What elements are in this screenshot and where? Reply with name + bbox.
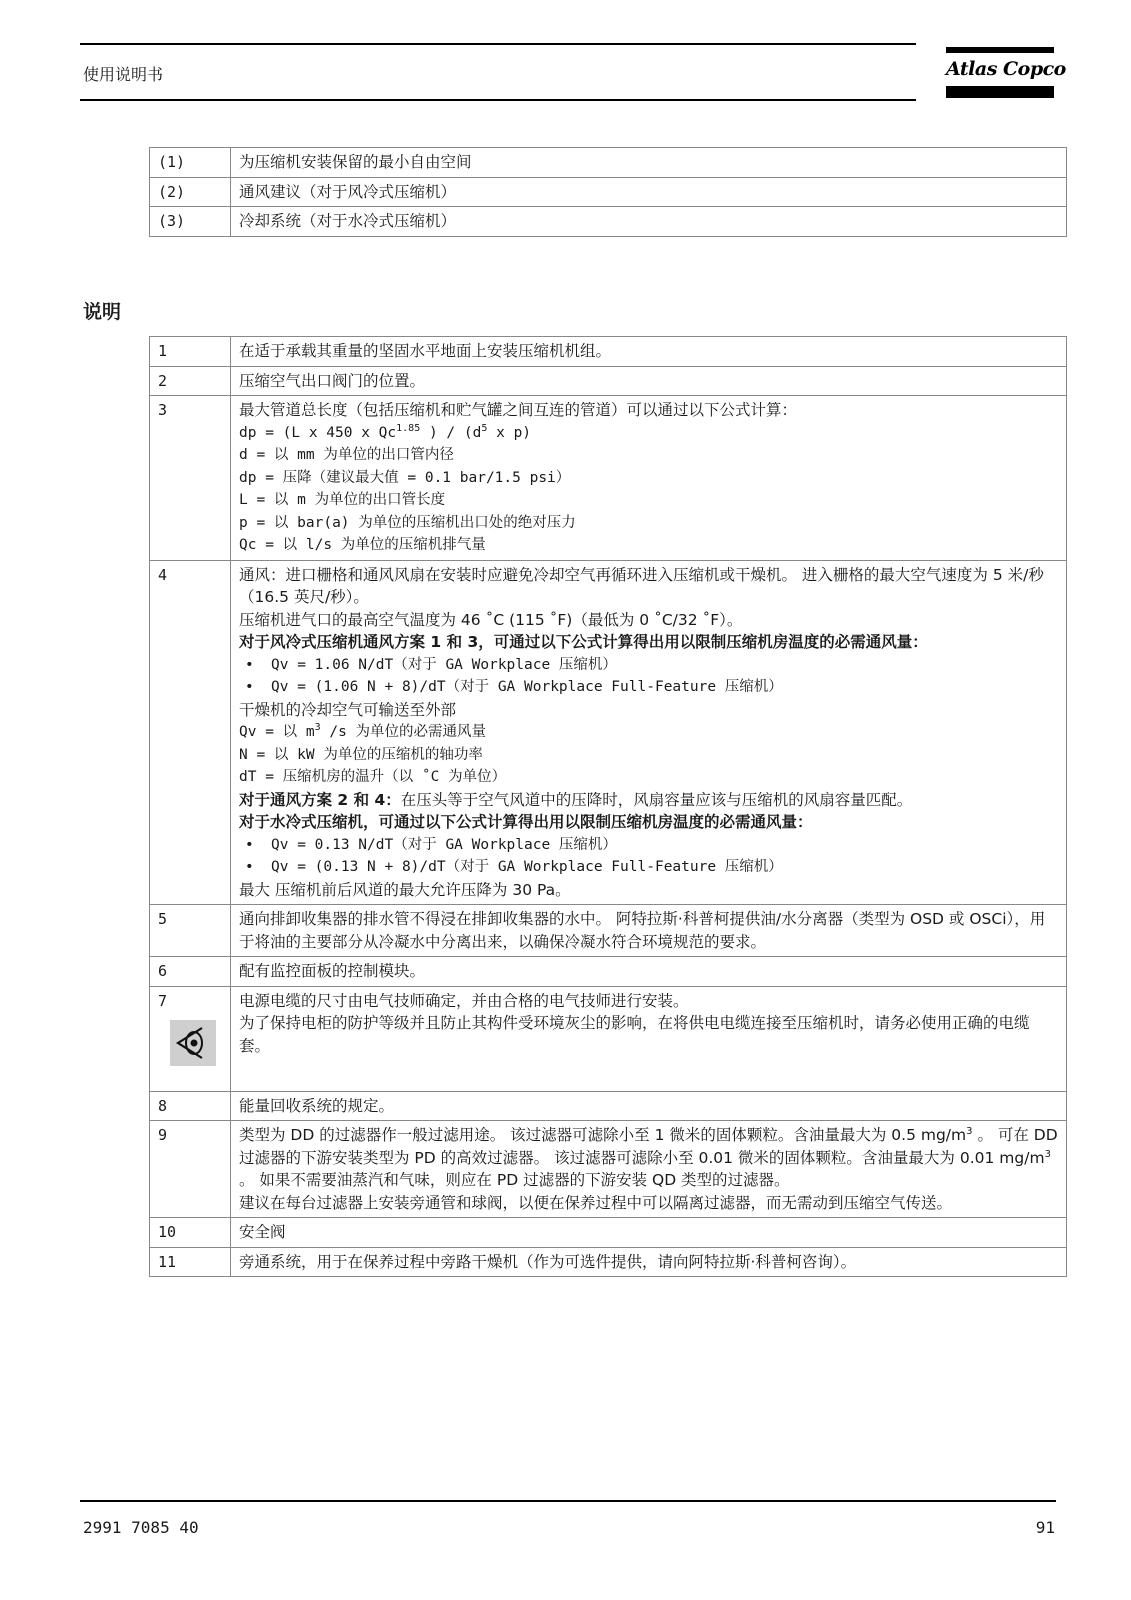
item-num-cell [150,986,231,1091]
footer-rule [80,1500,1056,1502]
formula-variable: N = 以 kW 为单位的压缩机的轴功率 [239,746,483,763]
table-row [150,177,1067,207]
dryer-cooling-note: 干燥机的冷却空气可输送至外部 [239,700,457,719]
filter-text: 类型为 DD 的过滤器作一般过滤用途。 该过滤器可滤除小至 1 微米的固体颗粒。含油量最大为 0.5 mg/m [239,1126,967,1144]
note-text: 在压头等于空气风道中的压降时，风扇容量应该与压缩机的风扇容量匹配。 [400,790,913,809]
item-num: 5 [150,905,231,957]
cable-size-note: 电源电缆的尺寸由电气技师确定，并由合格的电气技师进行安装。 [239,991,689,1010]
item-num: 9 [150,1121,231,1218]
table-row [150,1218,1067,1248]
item-num: 4 [150,560,231,905]
item-text: 旁通系统，用于在保养过程中旁路干燥机（作为可选件提供，请向阿特拉斯·科普柯咨询）。 [231,1247,1067,1277]
air-cooled-heading: 对于风冷式压缩机通风方案 1 和 3，可通过以下公式计算得出用以限制压缩机房温度的必需通风量： [239,633,928,651]
item-cell [231,986,1067,1091]
item-text: 在适于承载其重量的坚固水平地面上安装压缩机机组。 [231,337,1067,367]
description-table [149,336,1067,1277]
formula-variable: dp = 压降（建议最大值 = 0.1 bar/1.5 psi） [239,469,571,486]
legend-num: (3) [150,207,231,237]
legend-text: 通风建议（对于风冷式压缩机） [231,177,1067,207]
table-row [150,1247,1067,1277]
table-row [150,207,1067,237]
item-text: 能量回收系统的规定。 [231,1091,1067,1121]
formula-part: x p) [487,424,532,441]
formula-exponent: 1.85 [396,422,421,434]
table-row [150,1121,1067,1218]
table-row [150,396,1067,561]
table-row [150,1091,1067,1121]
bypass-recommendation: 建议在每台过滤器上安装旁通管和球阀，以便在保养过程中可以隔离过滤器，而无需动到压缩空气传送。 [239,1193,953,1212]
legend-table [149,147,1067,237]
filter-text: 。 可在 DD 过滤器的下游安装类型为 PD 的高效过滤器。 该过滤器可滤除小至 0.01 微米的固体颗粒。含油量最大为 0.01 mg/m [239,1126,1058,1167]
table-row [150,337,1067,367]
table-row [150,905,1067,957]
legend-num: (1) [150,148,231,178]
item-num: 10 [150,1218,231,1248]
cable-gland-note: 为了保持电柜的防护等级并且防止其构件受环境灰尘的影响，在将供电电缆连接至压缩机时，请务必使用正确的电缆套。 [239,1014,1030,1055]
ventilation-2-4-note [239,789,1058,812]
item-cell [231,396,1067,561]
filter-text: 。 如果不需要油蒸汽和气味，则应在 PD 过滤器的下游安装 QD 类型的过滤器。 [239,1171,790,1189]
formula-variable [239,721,1058,744]
formula-variable: d = 以 mm 为单位的出口管内径 [239,447,454,463]
formula-exponent: 3 [314,722,321,734]
table-row [150,560,1067,905]
page-number: 91 [1035,1518,1055,1537]
item-num: 8 [150,1091,231,1121]
legend-num: (2) [150,177,231,207]
header-rule-bottom [80,99,916,101]
formula-part: /s 为单位的必需通风量 [320,724,487,740]
header-rule-top [80,43,916,45]
item-text: 安全阀 [231,1218,1067,1248]
section-heading: 说明 [83,301,122,323]
formula-variable: L = 以 m 为单位的出口管长度 [239,492,446,508]
item-cell [231,560,1067,905]
table-row [150,957,1067,987]
list-item: • Qv = 1.06 N/dT（对于 GA Workplace 压缩机） [239,654,1058,677]
formula-exponent: 5 [481,422,488,434]
unit-exponent: 3 [1044,1148,1051,1160]
eye-icon [170,1020,216,1066]
logo-bar-bottom [946,86,1054,98]
formula-part: ) / (d [420,424,482,441]
item-num: 11 [150,1247,231,1277]
pipe-formula [239,422,1058,445]
item-text: 配有监控面板的控制模块。 [231,957,1067,987]
filter-description [239,1124,1058,1192]
table-row [150,366,1067,396]
logo-bar-top [946,47,1054,53]
item-num: 7 [158,991,168,1010]
document-title: 使用说明书 [83,65,164,84]
formula-variable: dT = 压缩机房的温升（以 ˚C 为单位） [239,769,507,785]
item-num: 6 [150,957,231,987]
item-num: 1 [150,337,231,367]
list-item: • Qv = (0.13 N + 8)/dT（对于 GA Workplace Full-Feature 压缩机） [239,856,1058,879]
legend-text: 冷却系统（对于水冷式压缩机） [231,207,1067,237]
unit-exponent: 3 [966,1125,973,1137]
ventilation-paragraph: 通风：进口栅格和通风风扇在安装时应避免冷却空气再循环进入压缩机或干燥机。 进入栅格的最大空气速度为 5 米/秒（16.5 英尺/秒）。 [239,565,1044,606]
item-num: 2 [150,366,231,396]
item-text: 通向排卸收集器的排水管不得浸在排卸收集器的水中。 阿特拉斯·科普柯提供油/水分离器（类型为 OSD 或 OSCi），用于将油的主要部分从冷凝水中分离出来，以确保冷凝水符合环境规范的要求。 [231,905,1067,957]
legend-text: 为压缩机安装保留的最小自由空间 [231,148,1067,178]
document-number: 2991 7085 40 [83,1518,199,1537]
atlas-copco-logo: Atlas Copco [946,58,1066,80]
bold-label: 对于通风方案 2 和 4： [239,790,401,809]
item-text: 压缩空气出口阀门的位置。 [231,366,1067,396]
formula-variable: Qc = 以 l/s 为单位的压缩机排气量 [239,537,486,553]
list-item: • Qv = 0.13 N/dT（对于 GA Workplace 压缩机） [239,834,1058,857]
max-pressure-drop: 最大 压缩机前后风道的最大允许压降为 30 Pa。 [239,880,571,899]
table-row [150,148,1067,178]
inlet-temperature: 压缩机进气口的最高空气温度为 46 ˚C (115 ˚F)（最低为 0 ˚C/32 ˚F）。 [239,610,743,629]
formula-part: Qv = 以 m [239,724,315,740]
list-item: • Qv = (1.06 N + 8)/dT（对于 GA Workplace Full-Feature 压缩机） [239,676,1058,699]
formula-part: dp = (L x 450 x Qc [239,424,397,441]
item-cell [231,1121,1067,1218]
table-row [150,986,1067,1091]
water-cooled-heading: 对于水冷式压缩机，可通过以下公式计算得出用以限制压缩机房温度的必需通风量： [239,813,813,831]
item-num: 3 [150,396,231,561]
formula-variable: p = 以 bar(a) 为单位的压缩机出口处的绝对压力 [239,514,576,531]
pipe-length-intro: 最大管道总长度（包括压缩机和贮气罐之间互连的管道）可以通过以下公式计算： [239,401,798,419]
